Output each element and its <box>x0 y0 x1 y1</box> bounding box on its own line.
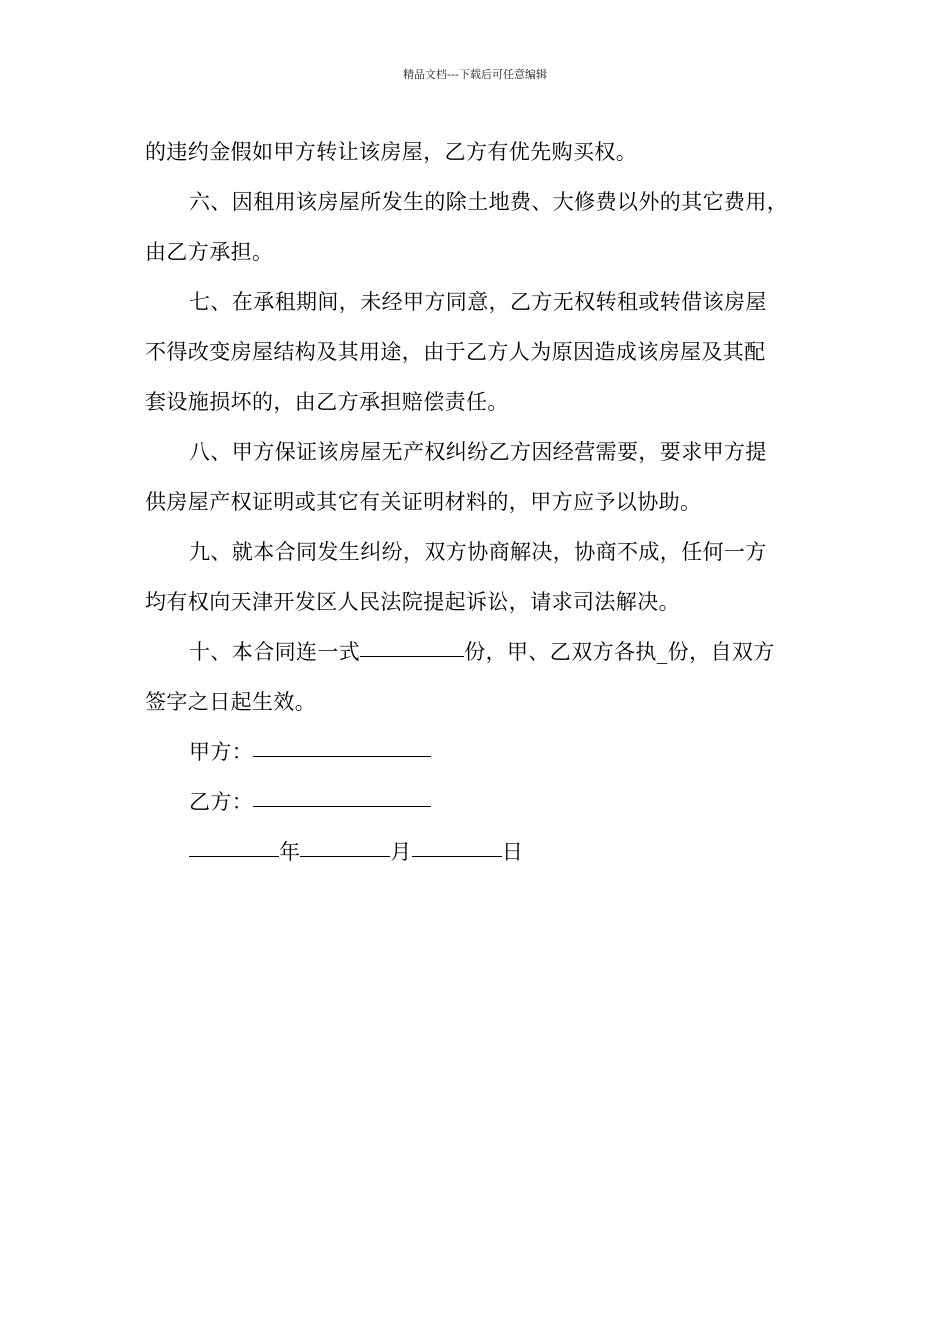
clause-6: 六、因租用该房屋所发生的除土地费、大修费以外的其它费用， <box>189 190 789 214</box>
month-blank <box>300 832 390 857</box>
contract-line: 供房屋产权证明或其它有关证明材料的，甲方应予以协助。 <box>145 490 702 514</box>
day-label: 日 <box>501 840 524 864</box>
party-b-blank <box>253 782 431 807</box>
clause-10-text-start: 十、本合同连一式 <box>189 640 361 664</box>
party-a-blank <box>253 732 431 757</box>
contract-line: 不得改变房屋结构及其用途，由于乙方人为原因造成该房屋及其配 <box>145 340 766 364</box>
month-label: 月 <box>390 840 412 864</box>
copies-blank <box>360 632 464 657</box>
contract-line: 套设施损坏的，由乙方承担赔偿责任。 <box>145 390 509 414</box>
party-b-label: 乙方： <box>189 790 254 814</box>
contract-line: 均有权向天津开发区人民法院提起诉讼，请求司法解决。 <box>145 590 680 614</box>
party-a-signature-line <box>145 727 813 777</box>
clause-7: 七、在承租期间，未经甲方同意，乙方无权转租或转借该房屋 <box>189 290 767 314</box>
clause-8: 八、甲方保证该房屋无产权纠纷乙方因经营需要，要求甲方提 <box>189 440 767 464</box>
date-line <box>145 827 813 877</box>
party-a-label: 甲方： <box>189 740 254 764</box>
contract-line: 由乙方承担。 <box>145 240 274 264</box>
year-label: 年 <box>279 840 301 864</box>
clause-10-text-end: 份，甲、乙双方各执_份，自双方 <box>464 640 775 664</box>
clause-9: 九、就本合同发生纠纷，双方协商解决，协商不成，任何一方 <box>189 540 767 564</box>
clause-10 <box>145 627 813 677</box>
contract-body <box>145 127 813 877</box>
contract-line: 签字之日起生效。 <box>145 690 317 714</box>
year-blank <box>189 832 279 857</box>
party-b-signature-line <box>145 777 813 827</box>
contract-line: 的违约金假如甲方转让该房屋，乙方有优先购买权。 <box>145 140 638 164</box>
day-blank <box>412 832 502 857</box>
page-header-note: 精品文档---下载后可任意编辑 <box>403 68 547 81</box>
